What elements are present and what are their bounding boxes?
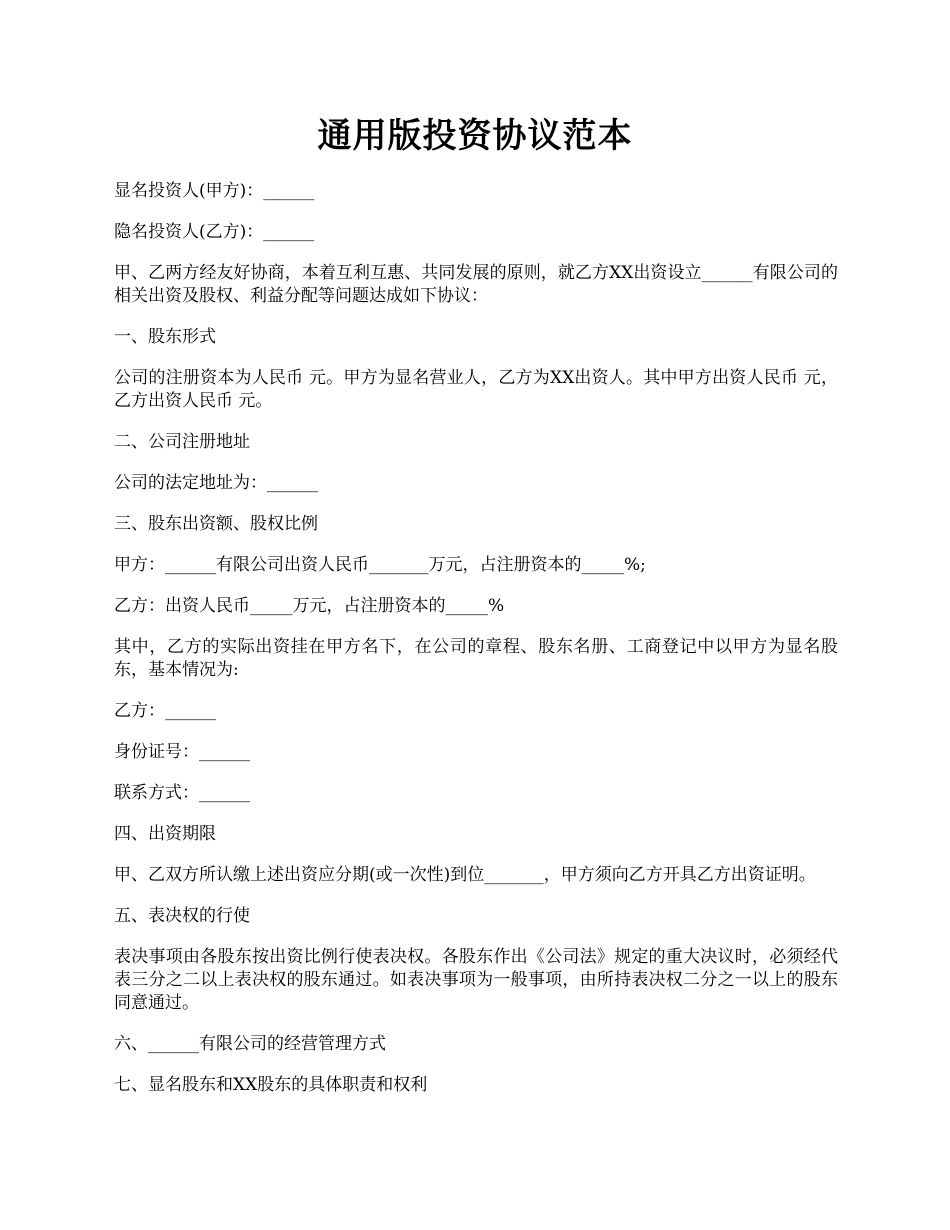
section-heading-6: 六、______有限公司的经营管理方式 xyxy=(114,1034,386,1054)
paragraph-address: 公司的法定地址为：______ xyxy=(114,473,318,493)
section-heading-2: 二、公司注册地址 xyxy=(114,432,250,452)
section-heading-1: 一、股东形式 xyxy=(114,327,216,347)
paragraph-capital: 公司的注册资本为人民币 元。甲方为显名营业人，乙方为XX出资人。其中甲方出资人民币 元，乙方出资人民币 元。 xyxy=(114,368,838,411)
paragraph-investor-b: 隐名投资人(乙方)：______ xyxy=(114,222,315,242)
paragraph-party-a-share: 甲方：______有限公司出资人民币_______万元，占注册资本的_____%; xyxy=(114,555,646,575)
section-heading-5: 五、表决权的行使 xyxy=(114,906,250,926)
section-heading-7: 七、显名股东和XX股东的具体职责和权利 xyxy=(114,1075,428,1095)
document-body xyxy=(114,180,838,1115)
paragraph-party-b-share: 乙方：出资人民币_____万元，占注册资本的_____% xyxy=(114,596,505,616)
section-heading-3: 三、股东出资额、股权比例 xyxy=(114,514,318,534)
paragraph-contribution-term: 甲、乙双方所认缴上述出资应分期(或一次性)到位_______，甲方须向乙方开具乙方出资证明。 xyxy=(114,865,816,885)
paragraph-preamble: 甲、乙两方经友好协商，本着互利互惠、共同发展的原则，就乙方XX出资设立______有限公司的相关出资及股权、利益分配等问题达成如下协议： xyxy=(114,263,838,306)
paragraph-investor-a: 显名投资人(甲方)：______ xyxy=(114,181,315,201)
paragraph-voting: 表决事项由各股东按出资比例行使表决权。各股东作出《公司法》规定的重大决议时，必须经代表三分之二以上表决权的股东通过。如表决事项为一般事项，由所持表决权二分之一以上的股东同意通过。 xyxy=(114,947,838,1013)
paragraph-nominee: 其中，乙方的实际出资挂在甲方名下，在公司的章程、股东名册、工商登记中以甲方为显名股东，基本情况为: xyxy=(114,637,838,680)
document-title: 通用版投资协议范本 xyxy=(317,116,633,156)
section-heading-4: 四、出资期限 xyxy=(114,824,216,844)
paragraph-id-number: 身份证号：______ xyxy=(114,742,250,762)
paragraph-contact: 联系方式：______ xyxy=(114,783,250,803)
paragraph-party-b-name: 乙方：______ xyxy=(114,701,216,721)
